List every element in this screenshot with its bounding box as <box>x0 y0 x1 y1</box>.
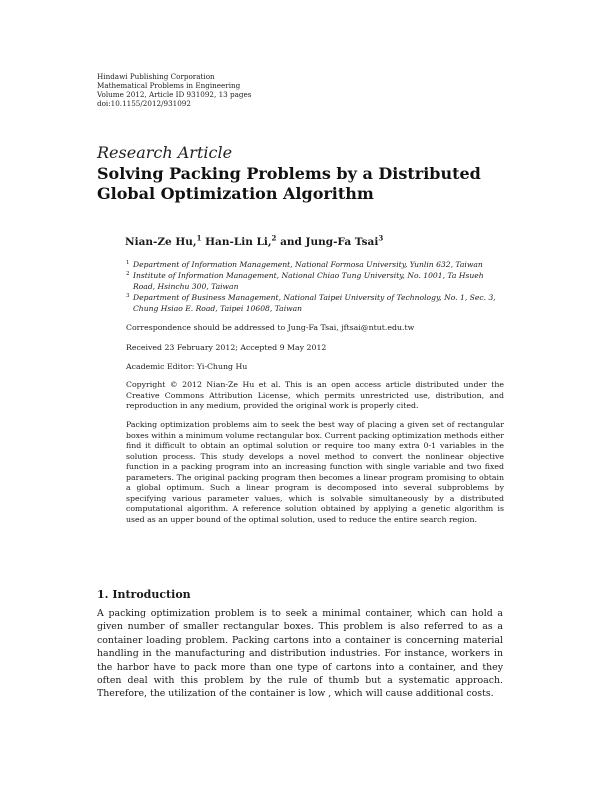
affiliation-mark: 1 <box>126 260 130 266</box>
academic-editor: Academic Editor: Yi-Chung Hu <box>126 362 248 371</box>
journal-line: Mathematical Problems in Engineering <box>97 81 241 90</box>
affiliation-list <box>126 259 506 314</box>
publisher-line: Hindawi Publishing Corporation <box>97 72 215 81</box>
author-affil-mark: 1 <box>196 233 202 243</box>
affiliation-mark: 3 <box>126 293 130 299</box>
author-list <box>125 233 384 248</box>
copyright-notice: Copyright © 2012 Nian-Ze Hu et al. This is an open access article distributed under the Creative Commons Attribution License, which permits unrestricted use, distribution, and reproduction in any medium, provided the original work is properly cited. <box>126 380 504 410</box>
affiliation <box>126 259 506 270</box>
author-affil-mark: 2 <box>271 233 277 243</box>
volume-line: Volume 2012, Article ID 931092, 13 pages <box>97 90 252 99</box>
author-affil-mark: 3 <box>378 233 384 243</box>
correspondence: Correspondence should be addressed to Jung-Fa Tsai, jftsai@ntut.edu.tw <box>126 323 415 332</box>
author-name: Nian-Ze Hu, <box>125 236 197 248</box>
doi-line: doi:10.1155/2012/931092 <box>97 99 191 108</box>
affiliation-text: Department of Business Management, National Taipei University of Technology, No. 1, Sec. 3, Chung Hsiao E. Road, Taipei 10608, Taiwan <box>133 293 496 313</box>
affiliation-text: Institute of Information Management, National Chiao Tung University, No. 1001, Ta Hsueh Road, Hsinchu 300, Taiwan <box>133 271 484 291</box>
author-name: and Jung-Fa Tsai <box>280 236 379 248</box>
affiliation <box>126 270 506 292</box>
section-heading: 1. Introduction <box>97 588 191 601</box>
received-accepted-dates: Received 23 February 2012; Accepted 9 May 2012 <box>126 343 327 352</box>
affiliation-mark: 2 <box>126 271 130 277</box>
paper-title: Solving Packing Problems by a Distributed Global Optimization Algorithm <box>97 164 481 203</box>
article-type: Research Article <box>97 143 233 162</box>
section-body: A packing optimization problem is to seek a minimal container, which can hold a given number of smaller rectangular boxes. This problem is also referred to as a container loading problem. Packing cartons into a container is concerning material handling in the manufacturing and distribution industries. For instance, workers in the harbor have to pack more than one type of cartons into a container, and they often deal with this problem by the rule of thumb but a systematic approach. Therefore, the utilization of the container is low , which will cause additional costs. <box>97 608 503 700</box>
author-name: Han-Lin Li, <box>205 236 272 248</box>
affiliation <box>126 292 506 314</box>
abstract: Packing optimization problems aim to seek the best way of placing a given set of rectangular boxes within a minimum volume rectangular box. Current packing optimization methods either find it difficult to obtain an optimal solution or require too many extra 0-1 variables in the solution process. This study develops a novel method to convert the nonlinear objective function in a packing program into an increasing function with single variable and two fixed parameters. The original packing program then becomes a linear program promising to obtain a global optimum. Such a linear program is decomposed into several subproblems by specifying various parameter values, which is solvable simultaneously by a distributed computational algorithm. A reference solution obtained by applying a genetic algorithm is used as an upper bound of the optimal solution, used to reduce the entire search region. <box>126 420 504 524</box>
affiliation-text: Department of Information Management, National Formosa University, Yunlin 632, Taiwan <box>133 260 483 269</box>
journal-header <box>97 72 251 108</box>
